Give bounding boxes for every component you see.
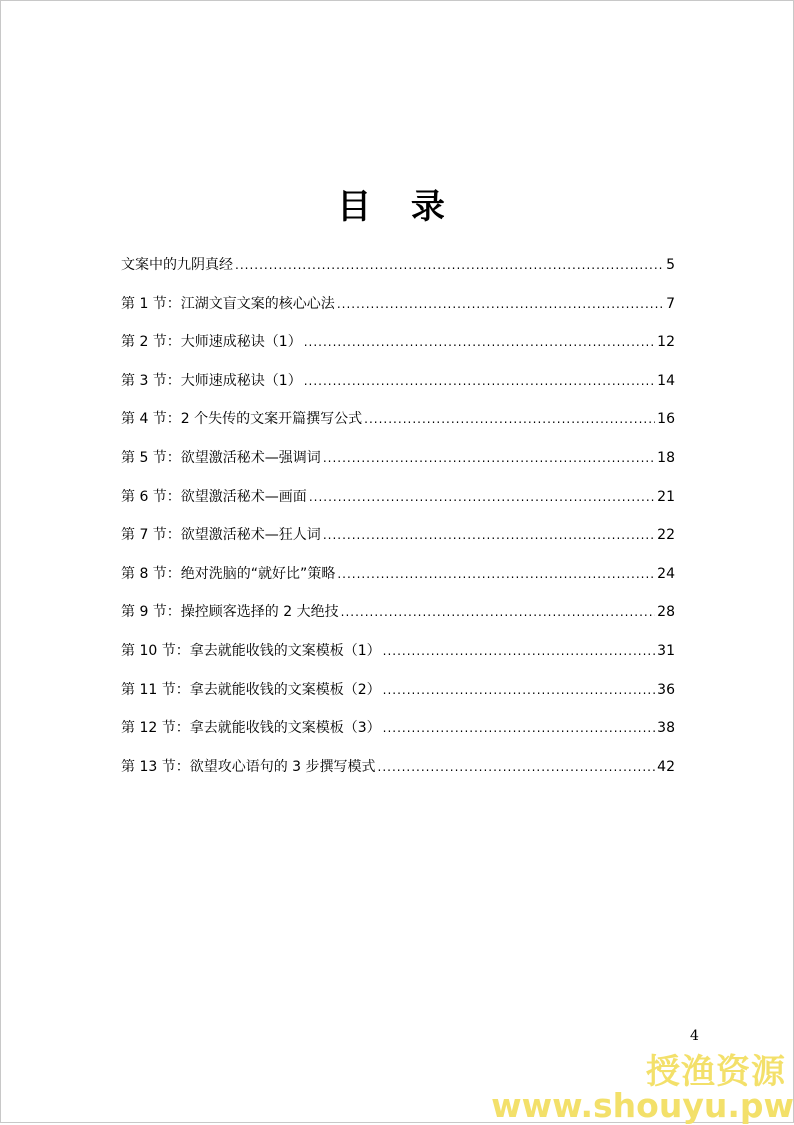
toc-leader-dots xyxy=(383,678,656,702)
toc-entry[interactable] xyxy=(121,639,675,678)
toc-entry-text: 文案中的九阴真经 xyxy=(121,257,233,273)
toc-entry-text: 第 1 节：江湖文盲文案的核心心法 xyxy=(121,295,335,312)
toc-entry-text: 第 11 节：拿去就能收钱的文案模板（2） xyxy=(121,681,381,698)
toc-entry-text: 第 12 节：拿去就能收钱的文案模板（3） xyxy=(121,720,381,737)
toc-entry-page: 12 xyxy=(657,334,675,351)
toc-entry-page: 42 xyxy=(657,758,675,775)
toc-entry-page: 7 xyxy=(666,295,675,312)
toc-entry-text: 第 10 节：拿去就能收钱的文案模板（1） xyxy=(121,642,381,659)
toc-entry-text: 第 4 节：2 个失传的文案开篇撰写公式 xyxy=(121,411,363,428)
toc-entry[interactable] xyxy=(121,716,675,755)
toc-entry[interactable] xyxy=(121,446,675,485)
toc-entry-text: 第 7 节：欲望激活秘术—狂人词 xyxy=(121,527,321,544)
toc-leader-dots xyxy=(323,523,655,547)
toc-entry-page: 22 xyxy=(657,527,675,544)
toc-leader-dots xyxy=(304,369,655,393)
page-number: 4 xyxy=(690,1028,699,1044)
toc-entry-page: 14 xyxy=(657,372,675,389)
toc-leader-dots xyxy=(378,755,656,779)
toc-entry-page: 38 xyxy=(657,720,675,737)
watermark-text: 授渔资源 xyxy=(646,1052,786,1092)
toc-leader-dots xyxy=(235,253,664,277)
toc-leader-dots xyxy=(341,600,656,624)
toc-entry[interactable] xyxy=(121,600,675,639)
toc-entry[interactable] xyxy=(121,407,675,446)
toc-entry[interactable] xyxy=(121,369,675,408)
toc-entry-page: 28 xyxy=(657,604,675,621)
toc-entry-page: 16 xyxy=(657,411,675,428)
toc-entry[interactable] xyxy=(121,678,675,717)
toc-entry[interactable] xyxy=(121,523,675,562)
toc-entry-page: 36 xyxy=(657,681,675,698)
table-of-contents xyxy=(121,253,675,793)
toc-entry[interactable] xyxy=(121,292,675,331)
toc-entry[interactable] xyxy=(121,755,675,794)
toc-entry-page: 5 xyxy=(666,257,675,273)
watermark-url: www.shouyu.pw xyxy=(491,1086,794,1125)
toc-entry[interactable] xyxy=(121,485,675,524)
toc-entry-page: 31 xyxy=(657,642,675,659)
toc-entry[interactable] xyxy=(121,253,675,292)
toc-leader-dots xyxy=(337,562,655,586)
toc-entry-text: 第 9 节：操控顾客选择的 2 大绝技 xyxy=(121,604,339,621)
toc-leader-dots xyxy=(304,330,655,354)
toc-entry-text: 第 5 节：欲望激活秘术—强调词 xyxy=(121,449,321,466)
toc-entry-text: 第 6 节：欲望激活秘术—画面 xyxy=(121,488,307,505)
toc-entry-page: 18 xyxy=(657,449,675,466)
toc-leader-dots xyxy=(309,485,655,509)
toc-leader-dots xyxy=(383,716,656,740)
toc-entry-text: 第 3 节：大师速成秘诀（1） xyxy=(121,372,302,389)
toc-entry[interactable] xyxy=(121,330,675,369)
toc-entry-page: 24 xyxy=(657,565,675,582)
toc-title: 目 录 xyxy=(337,187,459,227)
toc-entry-text: 第 8 节：绝对洗脑的“就好比”策略 xyxy=(121,565,336,582)
toc-entry-text: 第 13 节：欲望攻心语句的 3 步撰写模式 xyxy=(121,758,376,775)
toc-entry[interactable] xyxy=(121,562,675,601)
toc-leader-dots xyxy=(383,639,656,663)
toc-leader-dots xyxy=(364,407,655,431)
toc-entry-page: 21 xyxy=(657,488,675,505)
toc-leader-dots xyxy=(337,292,664,316)
toc-leader-dots xyxy=(323,446,655,470)
toc-entry-text: 第 2 节：大师速成秘诀（1） xyxy=(121,334,302,351)
